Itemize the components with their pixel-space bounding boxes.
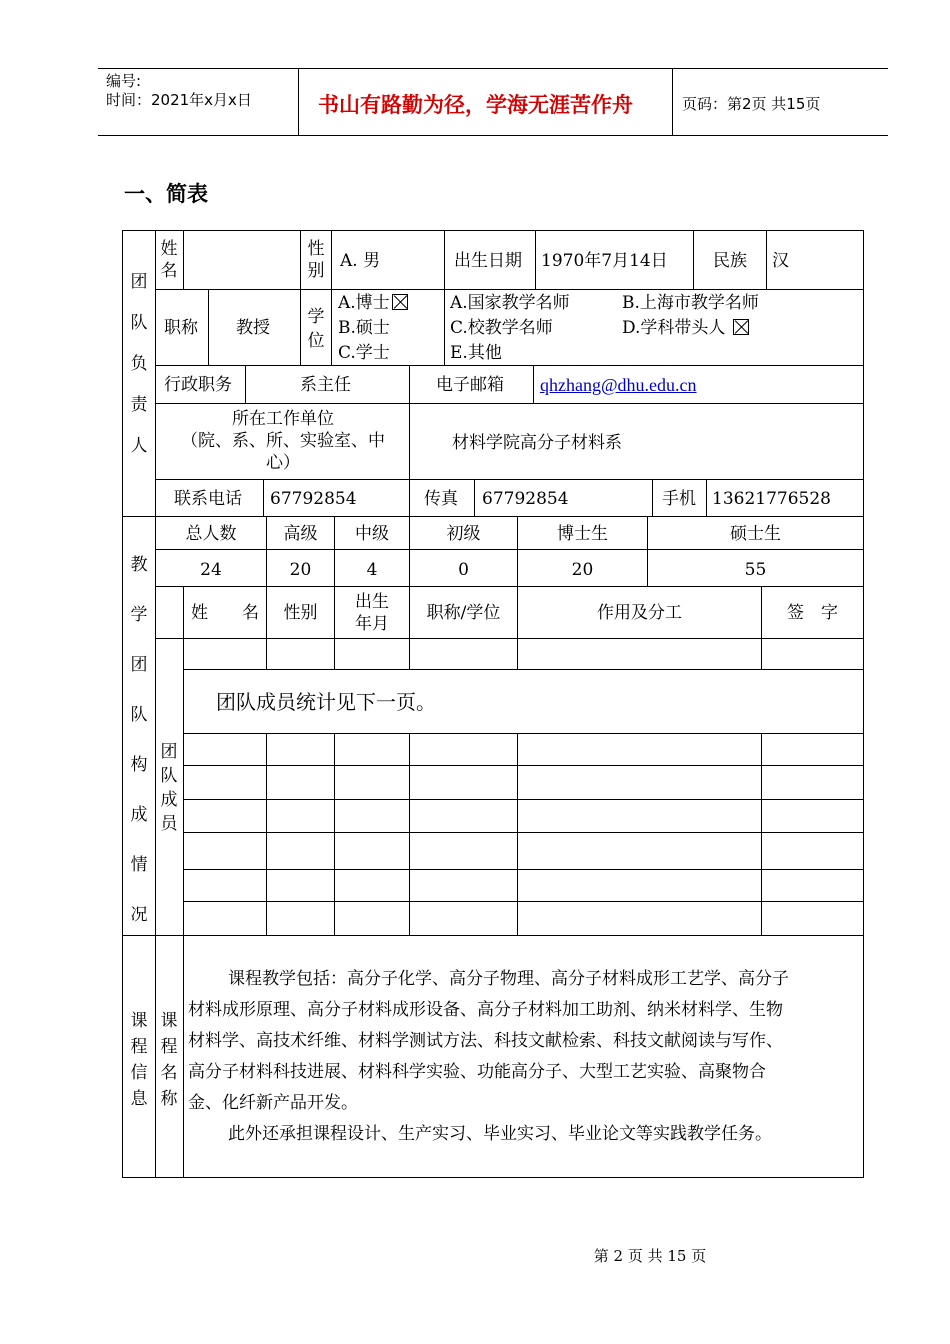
admin-label: 行政职务 <box>164 375 232 395</box>
checked-box-icon[interactable] <box>392 294 408 310</box>
birth-value[interactable]: 1970年7月14日 <box>541 251 668 271</box>
degree-option-doctor[interactable]: A.博士 <box>338 293 408 313</box>
honor-option-b[interactable]: B.上海市教学名师 <box>622 293 759 313</box>
stat-value-master[interactable]: 55 <box>744 560 767 580</box>
email-label: 电子邮箱 <box>436 375 504 395</box>
mobile-value[interactable]: 13621776528 <box>712 489 831 509</box>
stat-value-phd[interactable]: 20 <box>571 560 594 580</box>
email-link[interactable]: qhzhang@dhu.edu.cn <box>540 375 697 395</box>
page-footer: 第 2 页 共 15 页 <box>593 1247 707 1265</box>
stat-header-total: 总人数 <box>185 524 237 544</box>
unit-value[interactable]: 材料学院高分子材料系 <box>452 433 622 453</box>
fax-value[interactable]: 67792854 <box>482 489 569 509</box>
leader-group-label: 团 队 负 责 人 <box>130 272 148 456</box>
course-group-label: 课 程 信 息 <box>130 1011 148 1109</box>
team-group-label: 教 学 团 队 构 成 情 况 <box>130 555 148 925</box>
ethnic-value[interactable]: 汉 <box>772 251 789 271</box>
gender-label: 性 别 <box>307 239 325 281</box>
honor-option-c[interactable]: C.校教学名师 <box>450 318 553 338</box>
checked-box-icon[interactable] <box>733 319 749 335</box>
unit-label: 所在工作单位 （院、系、所、实验室、中 心） <box>181 409 385 473</box>
honor-option-e[interactable]: E.其他 <box>450 343 502 363</box>
section-title: 一、简表 <box>124 182 208 206</box>
title-label: 职称 <box>164 318 198 338</box>
number-label: 编号: <box>106 72 142 90</box>
member-header-title: 职称/学位 <box>426 603 501 623</box>
birth-label: 出生日期 <box>454 251 522 271</box>
stat-value-total[interactable]: 24 <box>200 560 222 580</box>
member-header-sign: 签 字 <box>787 603 838 623</box>
stat-header-middle: 中级 <box>355 524 389 544</box>
time-label: 时间：2021年x月x日 <box>106 91 252 109</box>
member-header-gender: 性别 <box>283 603 318 623</box>
members-note: 团队成员统计见下一页。 <box>216 690 436 714</box>
page-info: 页码：第2页 共15页 <box>682 95 821 113</box>
phone-label: 联系电话 <box>174 489 242 509</box>
stat-value-senior[interactable]: 20 <box>289 560 312 580</box>
mobile-label: 手机 <box>662 489 696 509</box>
phone-value[interactable]: 67792854 <box>270 489 357 509</box>
course-name-label: 课 程 名 称 <box>160 1011 178 1109</box>
stat-value-junior[interactable]: 0 <box>458 560 469 580</box>
admin-value[interactable]: 系主任 <box>300 375 351 395</box>
honor-option-d[interactable]: D.学科带头人 <box>622 318 749 338</box>
title-value[interactable]: 教授 <box>236 318 270 338</box>
member-header-birth: 出生 年月 <box>355 592 389 634</box>
member-header-name: 姓 名 <box>191 603 259 623</box>
fax-label: 传真 <box>424 489 458 509</box>
degree-label: 学 位 <box>307 307 325 351</box>
gender-value[interactable]: A. 男 <box>340 251 381 271</box>
degree-option-master[interactable]: B.硕士 <box>338 318 390 338</box>
degree-option-bachelor[interactable]: C.学士 <box>338 343 390 363</box>
stat-header-master: 硕士生 <box>730 524 781 544</box>
motto-title: 书山有路勤为径，学海无涯苦作舟 <box>318 93 633 117</box>
course-description: 课程教学包括：高分子化学、高分子物理、高分子材料成形工艺学、高分子 材料成形原理、高分子材料成形设备、高分子材料加工助剂、纳米材料学、生物 材料学、高技术纤维、材料学测试方法、科技文献检索、科技文献阅读与写作、 高分子材料科技进展、材料科学实验、功能高分子、大型工艺实验、高聚物合 金、化纤新产品开发。 此外还承担课程设计、生产实习、毕业实习、毕业论文等实践教学任务。 <box>188 969 789 1144</box>
ethnic-label: 民族 <box>713 251 747 271</box>
stat-header-phd: 博士生 <box>557 524 608 544</box>
member-header-role: 作用及分工 <box>597 603 682 623</box>
honor-option-a[interactable]: A.国家教学名师 <box>450 293 570 313</box>
stat-header-senior: 高级 <box>283 524 318 544</box>
members-label: 团 队 成 员 <box>160 742 178 834</box>
stat-value-middle[interactable]: 4 <box>366 560 378 580</box>
name-label: 姓 名 <box>160 239 178 281</box>
stat-header-junior: 初级 <box>446 524 481 544</box>
